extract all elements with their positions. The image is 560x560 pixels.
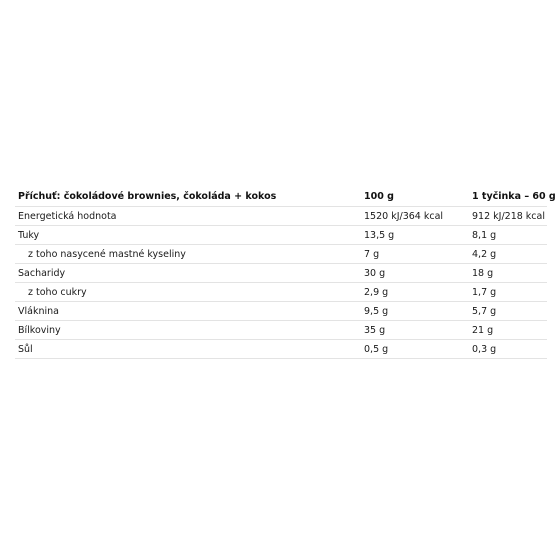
table-row (15, 226, 547, 245)
table-row (15, 283, 547, 302)
table-row (15, 245, 547, 264)
table-row (15, 207, 547, 226)
row-name: z toho cukry (15, 283, 361, 302)
row-name: Tuky (15, 226, 361, 245)
row-per-bar: 1,7 g (469, 283, 547, 302)
table-row (15, 340, 547, 359)
table-row (15, 302, 547, 321)
row-per-bar: 4,2 g (469, 245, 547, 264)
row-per-100g: 7 g (361, 245, 469, 264)
row-name: Vláknina (15, 302, 361, 321)
row-per-bar: 21 g (469, 321, 547, 340)
row-per-100g: 9,5 g (361, 302, 469, 321)
header-per-100g: 100 g (361, 186, 469, 207)
table-header-row (15, 186, 547, 207)
table-row (15, 321, 547, 340)
table-row (15, 264, 547, 283)
row-name: Sůl (15, 340, 361, 359)
row-per-bar: 5,7 g (469, 302, 547, 321)
row-per-100g: 2,9 g (361, 283, 469, 302)
row-per-100g: 35 g (361, 321, 469, 340)
header-per-bar: 1 tyčinka – 60 g (469, 186, 547, 207)
row-per-bar: 8,1 g (469, 226, 547, 245)
row-per-100g: 1520 kJ/364 kcal (361, 207, 469, 226)
row-name: Energetická hodnota (15, 207, 361, 226)
row-name: Bílkoviny (15, 321, 361, 340)
row-per-100g: 0,5 g (361, 340, 469, 359)
row-per-100g: 13,5 g (361, 226, 469, 245)
row-name: z toho nasycené mastné kyseliny (15, 245, 361, 264)
header-flavor: Příchuť: čokoládové brownies, čokoláda + kokos (15, 186, 361, 207)
row-per-bar: 18 g (469, 264, 547, 283)
row-name: Sacharidy (15, 264, 361, 283)
row-per-bar: 912 kJ/218 kcal (469, 207, 547, 226)
nutrition-table (15, 186, 556, 359)
row-per-bar: 0,3 g (469, 340, 547, 359)
row-per-100g: 30 g (361, 264, 469, 283)
